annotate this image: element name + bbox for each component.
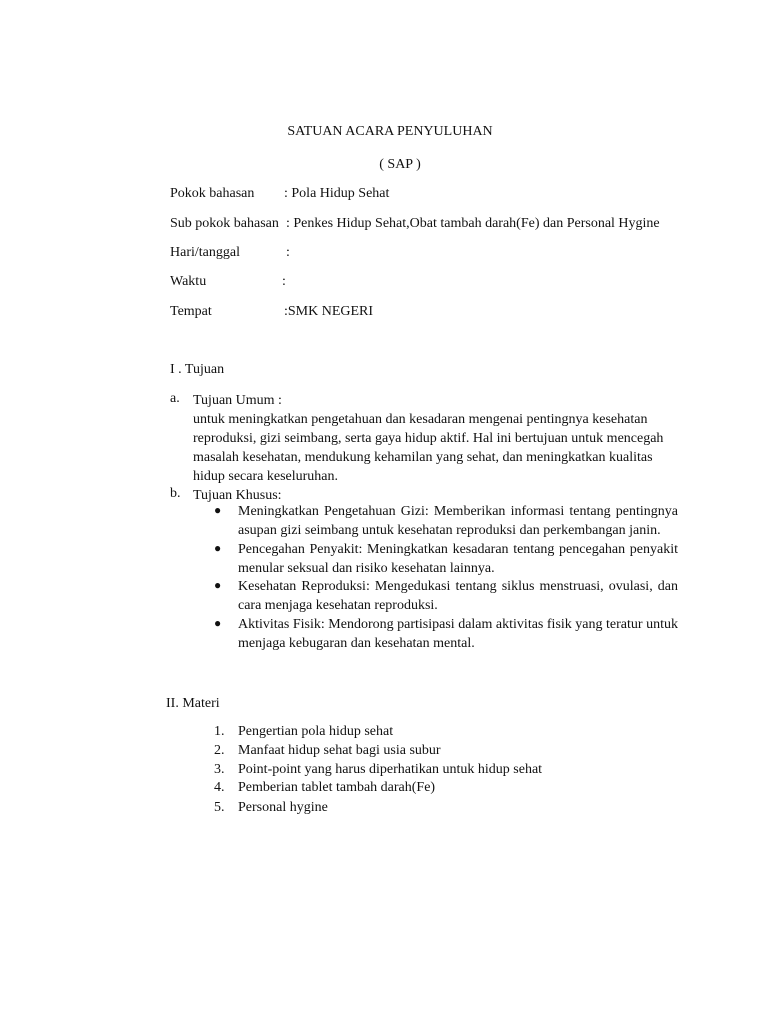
list-item: Pencegahan Penyakit: Meningkatkan kesadaran tentang pencegahan penyakit menular seksual dan risiko kesehatan lainnya. [238, 542, 678, 576]
list-marker: a. [170, 391, 180, 406]
field-value: : Penkes Hidup Sehat,Obat tambah darah(Fe) dan Personal Hygine [286, 216, 660, 231]
field-label: Sub pokok bahasan [170, 216, 279, 231]
list-item: Aktivitas Fisik: Mendorong partisipasi dalam aktivitas fisik yang teratur untuk menjaga kebugaran dan kesehatan mental. [238, 617, 678, 651]
tujuan-umum-line: reproduksi, gizi seimbang, serta gaya hidup aktif. Hal ini bertujuan untuk mencegah [193, 431, 664, 446]
section-heading-materi: II. Materi [166, 696, 220, 711]
list-number: 4. [214, 780, 225, 795]
field-tempat [170, 304, 374, 320]
list-item: Point-point yang harus diperhatikan untuk hidup sehat [238, 762, 543, 777]
field-label: Pokok bahasan [170, 186, 255, 201]
list-number: 1. [214, 724, 225, 739]
tujuan-khusus-label: Tujuan Khusus: [193, 488, 282, 503]
list-item: Pengertian pola hidup sehat [238, 724, 394, 739]
tujuan-umum-line: untuk meningkatkan pengetahuan dan kesadaran mengenai pentingnya kesehatan [193, 412, 648, 427]
section-heading-tujuan: I . Tujuan [170, 362, 225, 377]
bullet-icon: ● [214, 541, 222, 555]
field-value: : [282, 274, 286, 289]
field-pokok-bahasan [170, 186, 390, 202]
list-item: Meningkatkan Pengetahuan Gizi: Memberikan informasi tentang pentingnya asupan gizi seimbang untuk kesehatan reproduksi dan perkembangan janin. [238, 504, 678, 538]
tujuan-umum-line: hidup secara keseluruhan. [193, 469, 338, 484]
field-label: Waktu [170, 274, 207, 289]
field-label: Hari/tanggal [170, 245, 240, 260]
list-item: Personal hygine [238, 800, 328, 815]
list-item: Kesehatan Reproduksi: Mengedukasi tentang siklus menstruasi, ovulasi, dan cara menjaga kesehatan reproduksi. [238, 579, 678, 613]
list-marker: b. [170, 486, 181, 501]
field-waktu [170, 274, 286, 290]
document-subtitle: ( SAP ) [379, 157, 421, 172]
field-value: : Pola Hidup Sehat [284, 186, 390, 201]
field-label: Tempat [170, 304, 212, 319]
bullet-icon: ● [214, 616, 222, 630]
field-value: : [286, 245, 290, 260]
list-number: 2. [214, 743, 225, 758]
tujuan-umum-label: Tujuan Umum : [193, 393, 282, 408]
bullet-icon: ● [214, 503, 222, 517]
bullet-icon: ● [214, 578, 222, 592]
field-hari-tanggal [170, 245, 290, 261]
list-number: 5. [214, 800, 225, 815]
list-item: Manfaat hidup sehat bagi usia subur [238, 743, 441, 758]
document-title: SATUAN ACARA PENYULUHAN [287, 124, 493, 139]
tujuan-umum-line: masalah kesehatan, mendukung kehamilan yang sehat, dan meningkatkan kualitas [193, 450, 653, 465]
list-item: Pemberian tablet tambah darah(Fe) [238, 780, 436, 795]
field-sub-pokok-bahasan [170, 216, 660, 232]
field-value: :SMK NEGERI [284, 304, 374, 319]
list-number: 3. [214, 762, 225, 777]
